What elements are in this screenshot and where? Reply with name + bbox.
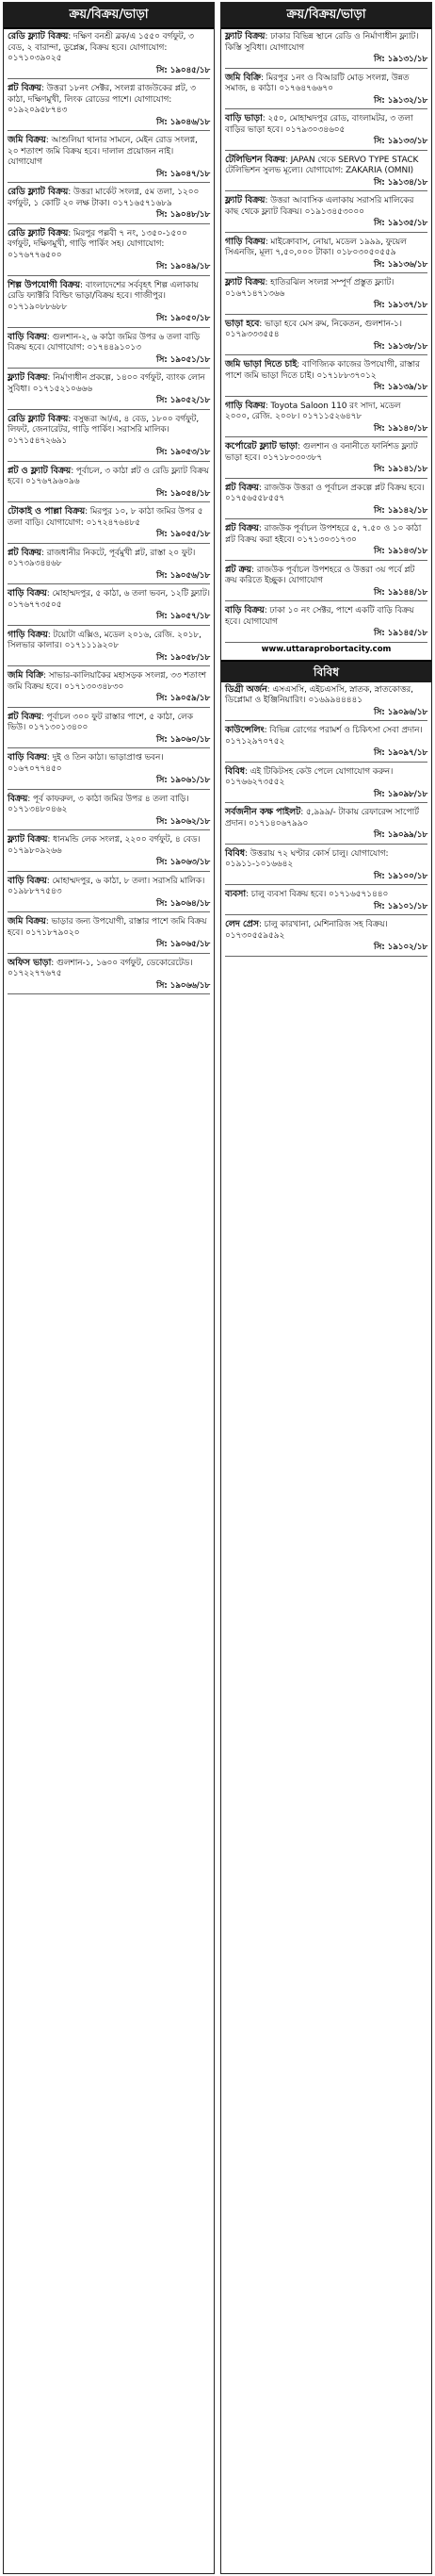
- classified-ad: [221, 481, 431, 520]
- ad-title: ভাড়া হবে: [225, 318, 260, 329]
- ad-code: সি: ১৯০৪৫/১৮: [8, 66, 210, 80]
- ad-code: সি: ১৯০৯৬/১৮: [225, 708, 427, 722]
- ad-text: : আশুলিয়া থানার সামনে, মেইন রোড সংলগ্ন, ২০ শতাংশ জমি বিক্রয় হবে। দালাল প্রয়োজন নাই। যোগাযোগ: [8, 136, 198, 167]
- ad-text: : উত্তরায় ৭২ ঘণ্টার কোর্স চালু। যোগাযোগ: ০১৯১১-১০১৬৬৪২: [225, 848, 389, 869]
- ad-title: প্লট বিক্রয়: [225, 523, 259, 533]
- classified-ad: [221, 682, 431, 722]
- ad-title: টেলিভিশন বিক্রয়: [225, 154, 285, 165]
- ad-text: : দুই ও তিন কাঠা। ভাড়াপ্রাপ্ত ভবন। ০১৬৭০৭৭৪৫০: [8, 753, 164, 774]
- ad-title: বিবিধ: [225, 765, 246, 777]
- ad-text: : বাণিজ্যিক কাজের উপযোগী, রাস্তার পাশে জমি ভাড়া দিতে চাই। ০১৭১৮৮৩৭০১২: [225, 360, 420, 381]
- ad-title: কাউন্সেলিং: [225, 725, 265, 735]
- misc-section: [221, 660, 431, 957]
- ad-text: : Toyota Saloon 110 রং সাদা, মডেল ২০০০, রেজি. ২০০৮। ০১৭১১৫২৬৪৭৮: [225, 401, 401, 421]
- classified-ad: [4, 710, 214, 749]
- ad-code: সি: ১৯০৫৫/১৮: [8, 530, 210, 544]
- classified-ad: [221, 521, 431, 561]
- ad-title: জমি ভাড়া দিতে চাই: [225, 359, 298, 369]
- ad-code: সি: ১৯০৪৭/১৮: [8, 170, 210, 184]
- ad-code: সি: ১৯০৫০/১৮: [8, 314, 210, 328]
- ad-text: : এই টিকিটসহ কেউ পেলে যোগাযোগ করুন। ০১৭৬৬২৭৩৫৫২: [225, 766, 394, 787]
- ad-title: জমি বিক্রয়: [8, 916, 46, 927]
- ad-text: : বিভিন্ন রোগের পরামর্শ ও চিকিৎসা সেবা প্রদান। ০১৭১২৯৭০৭৫২: [225, 726, 423, 747]
- ad-title: বাড়ি বিক্রয়: [8, 588, 47, 599]
- classified-ad: [221, 399, 431, 438]
- ad-code: সি: ১৯০৬৫/১৮: [8, 940, 210, 954]
- ad-code: সি: ১৯০৫২/১৮: [8, 396, 210, 410]
- ad-title: জমি বিক্রি: [225, 72, 261, 83]
- ad-title: ডিগ্রী অর্জন: [225, 683, 267, 695]
- ad-title: টোকাই ও পাল্লা বিক্রয়: [8, 506, 86, 517]
- classified-ad: [221, 71, 431, 110]
- ad-title: লেদ প্রেস: [225, 919, 259, 929]
- ad-title: সর্বজনীন কক্ষ পাইলট: [225, 807, 301, 817]
- ad-code: সি: ১৯০৯৭/১৮: [225, 748, 427, 763]
- ad-text: : মাইক্রোবাস, নোয়া, মডেল ১৯৯৯, ফুয়েল সিএনজি, মূল্য ৭,৫০,০০০ টাকা। ০১৮০৩০৫০৫৫৯: [225, 237, 407, 257]
- classified-ad: [4, 185, 214, 224]
- classified-ad: [221, 317, 431, 356]
- ad-text: : রাজউক পূর্বাচল উপশহরে ও উত্তরা ৩য় পর্বে প্লট ক্রয় করিতে ইচ্ছুক। যোগাযোগ: [225, 565, 415, 585]
- ad-text: : পূর্ব কাফরুল, ৩ কাঠা জমির উপর ৪ তলা বাড়ি। ০১৭১৩৪৮০৪৬২: [8, 794, 189, 814]
- ad-code: সি: ১৯০৬৪/১৮: [8, 899, 210, 913]
- ad-code: সি: ১৯০৫৩/১৮: [8, 448, 210, 462]
- classified-ad: [221, 29, 431, 69]
- ad-code: সি: ১৯০৯৯/১৮: [225, 830, 427, 845]
- ad-text: : ঢাকা ১০ নং সেক্টর, পাশে একটি বাড়ি বিক্রয় হবে। যোগাযোগ: [225, 606, 414, 627]
- ad-text: : এসএসসি, এইচএসসি, স্নাতক, স্নাতকোত্তর, ডিপ্লোমা ও ইঞ্জিনিয়ারিং। ০১৬৯৯৪৪৪৪১: [225, 684, 413, 705]
- ad-code: সি: ১৯০৪৬/১৮: [8, 118, 210, 132]
- ad-text: : ভাড়ার জন্য উপযোগী, রাস্তার পাশে জমি বিক্রয় হবে। ০১৭১৮৭৯০২০: [8, 917, 207, 938]
- ad-code: সি: ১৯০৯৮/১৮: [225, 790, 427, 804]
- classified-ad: [221, 439, 431, 479]
- ad-text: : ভাড়া হবে মেস রুম, নিকেতন, গুলশান-১। ০১৭৯৩৩৩৫৫৪: [225, 319, 402, 339]
- left-ad-list: [4, 29, 214, 994]
- classified-ad: [4, 832, 214, 872]
- ad-title: কর্পোরেট ফ্ল্যাট ভাড়া: [225, 441, 298, 451]
- ad-code: সি: ১৯১৩৫/১৮: [225, 219, 427, 233]
- ad-code: সি: ১৯০৬০/১৮: [8, 735, 210, 749]
- left-column: [3, 2, 215, 2574]
- classified-ad: [4, 792, 214, 831]
- ad-text: : চালু কারখানা, মেশিনারিজ সহ বিক্রয়। ০১৭৩০৫৫৯৫৯২: [225, 920, 388, 941]
- classified-ad: [4, 226, 214, 276]
- ad-text: : বসুন্ধরা আ/এ, ৪ বেড, ১৮০০ বর্গফুট, লিফট, জেনারেটর, গাড়ি পার্কিং। সরাসরি মালিক। ০১৭১৫৪৭২৬৯১: [8, 414, 200, 446]
- ad-code: সি: ১৯১০১/১৮: [225, 902, 427, 916]
- ad-code: সি: ১৯১০০/১৮: [225, 872, 427, 886]
- ad-title: শিল্প উপযোগী বিক্রয়: [8, 279, 81, 290]
- ad-code: সি: ১৯০৬৩/১৮: [8, 858, 210, 872]
- ad-code: সি: ১৯০৫৭/১৮: [8, 612, 210, 626]
- misc-header: বিবিধ: [221, 662, 431, 682]
- ad-text: : গুলশান-১, ১৬০০ বর্গফুট, ডেকোরেটেড। ০১৭২২৭৭৬৭৫: [8, 958, 193, 978]
- ad-title: জমি বিক্রি: [8, 670, 43, 681]
- ad-code: সি: ১৯১৩৯/১৮: [225, 383, 427, 397]
- ad-text: : রাজউক উত্তরা ও পূর্বাচল প্রকল্পে প্লট বিক্রয় হবে। ০১৭৫৬৫৫৮৫৫৭: [225, 483, 425, 503]
- ad-text: : হাতিরঝিল সংলগ্ন সম্পূর্ণ প্রস্তুত ফ্ল্যাট। ০১৬৭১৪৭১৩৬৬: [225, 278, 395, 299]
- ad-code: সি: ১৯০৪৯/১৮: [8, 262, 210, 276]
- ad-text: : রাজউক পূর্বাচল উপশহরে ৫, ৭.৫০ ও ১০ কাঠা প্লট বিক্রয় করা হইবে। ০১৭১৩০৩১৭৩০: [225, 524, 422, 545]
- classified-ad: [4, 956, 214, 995]
- ad-title: ফ্ল্যাট বিক্রয়: [225, 31, 266, 41]
- ad-title: প্লট ক্রয়: [225, 564, 252, 575]
- ad-text: : ৫,৯৯৯/- টাকায় রেফারেন্স সাপোর্ট প্রদান। ০১৭১৪০৬৭৯৯০: [225, 808, 419, 829]
- classified-ad: [221, 153, 431, 192]
- ad-code: সি: ১৯১৩১/১৮: [225, 55, 427, 69]
- ad-title: বিবিধ: [225, 847, 246, 859]
- right-column: [220, 2, 432, 2574]
- ad-title: ব্যবসা: [225, 889, 247, 899]
- ad-text: : নির্মাণাধীন প্রকল্পে, ১৪০০ বর্গফুট, ব্যাংক লোন সুবিধা। ০১৭১৫২১০৬৬৬: [8, 373, 205, 394]
- ad-text: : মিরপুর ১নং ও বিআরটি মোড় সংলগ্ন, উন্নত সমাজ, ৪ কাঠা। ০১৭৬৪৭৬৬৭০: [225, 73, 410, 93]
- ad-code: সি: ১৯১৩৩/১৮: [225, 137, 427, 151]
- ad-title: রেডি ফ্ল্যাট বিক্রয়: [8, 413, 69, 424]
- ad-text: : উত্তরা আবাসিক এলাকায় সরাসরি মালিকের কাছ থেকে ফ্ল্যাট বিক্রয়। ০১৯১৩৪৫৩০০০: [225, 196, 414, 217]
- ad-code: সি: ১৯১৪৫/১৮: [225, 629, 427, 643]
- classified-ad: [221, 805, 431, 845]
- classified-ad: [4, 29, 214, 79]
- classified-ad: [221, 723, 431, 763]
- ad-text: : চালু ব্যবসা বিক্রয় হবে। ০১৭১৬৫৭১৪৪০: [246, 890, 389, 899]
- ad-code: সি: ১৯০৬২/১৮: [8, 817, 210, 831]
- classified-ad: [221, 764, 431, 804]
- ad-text: : মিরপুর পল্লবী ৭ নং, ১৩৫০-১৫০০ বর্গফুট, দক্ষিণমুখী, গাড়ি পার্কিং সহ। যোগাযোগ: ০১৭৬৭৭৬৫০০: [8, 228, 187, 260]
- classified-ad: [221, 357, 431, 397]
- ad-code: সি: ১৯০৪৮/১৮: [8, 210, 210, 224]
- ad-text: : ঢাকার বিভিন্ন স্থানে রেডি ও নির্মাণাধীন ফ্ল্যাট। কিস্তি সুবিধা। যোগাযোগ: [225, 32, 419, 53]
- ad-code: সি: ১৯১৩২/১৮: [225, 96, 427, 110]
- ad-text: : রাজধানীর নিকটে, পূর্বমুখী প্লট, রাস্তা ২০ ফুট। ০১৭৩৯৩৪৪৬৮: [8, 548, 196, 568]
- classified-ad: [4, 874, 214, 913]
- ad-text: : মিরপুর ১০, ৮ কাঠা জমির উপর ৫ তলা বাড়ি। যোগাযোগ: ০১৭২৪৭৬৪৮৫: [8, 507, 203, 528]
- ad-text: : গুলশান-২, ৬ কাঠা জমির উপর ৬ তলা বাড়ি বিক্রয় হবে। যোগাযোগ: ০১৭৪৪৯১০১৩: [8, 332, 201, 353]
- classified-ad: [221, 887, 431, 915]
- classified-ad: [4, 464, 214, 503]
- ad-code: সি: ১৯০৬১/১৮: [8, 776, 210, 790]
- ad-text: : গুলশান ও বনানীতে ফার্নিশড ফ্ল্যাট ভাড়া হবে। ০১৭১৮০৩০৩৮৭: [225, 442, 418, 463]
- classified-ad: [4, 668, 214, 708]
- ad-title: ফ্ল্যাট বিক্রয়: [225, 277, 266, 287]
- ad-title: গাড়ি বিক্রয়: [225, 400, 266, 411]
- ad-title: বাড়ি বিক্রয়: [8, 331, 47, 342]
- right-ad-list: [221, 29, 431, 643]
- ad-title: বাড়ি বিক্রয়: [8, 875, 47, 886]
- classified-ad: [4, 586, 214, 626]
- ad-code: সি: ১৯১০২/১৮: [225, 943, 427, 957]
- ad-title: রেডি ফ্ল্যাট বিক্রয়: [8, 187, 69, 197]
- classified-ad: [221, 275, 431, 315]
- classified-ad: [4, 504, 214, 544]
- ad-title: গাড়ি বিক্রয়: [8, 629, 48, 640]
- ad-text: : উত্তরা মার্কেট সংলগ্ন, ৫ম তলা, ১২০০ বর্গফুট, ১ কোটি ২০ লক্ষ টাকা। ০১৭১৬৫৭১৬৮৯: [8, 188, 200, 208]
- ad-text: : টয়োটা এক্সিও, মডেল ২০১৬, রেজি. ২০১৮, সিলভার কালার। ০১৭১১১৯২০৮: [8, 630, 201, 650]
- ad-text: : পূর্বাচল ৩০০ ফুট রাস্তার পাশে, ৫ কাঠা, লেক ভিউ। ০১৭১৩০১৩৪০০: [8, 712, 193, 732]
- ad-title: প্লট বিক্রয়: [225, 482, 259, 493]
- ad-title: ফ্ল্যাট বিক্রয়: [8, 372, 48, 383]
- website-url[interactable]: www.uttaraprobortacity.com: [261, 644, 392, 654]
- ad-text: : মোহাম্মদপুর, ৬ কাঠা, ৮ তলা। সরাসরি মালিক। ০১৯৮৮৭৭৫৪৩: [8, 876, 205, 896]
- ad-title: প্লট বিক্রয়: [8, 547, 41, 558]
- ad-code: সি: ১৯১৪২/১৮: [225, 506, 427, 520]
- ad-code: সি: ১৯০৬৬/১৮: [8, 981, 210, 995]
- ad-title: প্লট ও ফ্ল্যাট বিক্রয়: [8, 465, 72, 476]
- ad-text: : সাভার-কালিয়াকৈর মহাসড়ক সংলগ্ন, ৩৩ শতাংশ জমি বিক্রয় হবে। ০১৭১৩০৩৪৮৩০: [8, 671, 206, 692]
- ad-title: বাড়ি বিক্রয়: [225, 605, 265, 615]
- classified-ad: [4, 628, 214, 667]
- ad-text: : দক্ষিণ বনশ্রী ব্লক/এ ১৫৫০ বর্গফুট, ৩ বেড, ২ বারান্দা, ডুপ্লেক্স, বিক্রয় হবে। যোগাযোগ: ০১৭১০৩৯০২৫: [8, 32, 194, 63]
- classified-ad: [221, 603, 431, 643]
- classified-ad: [4, 81, 214, 131]
- ad-title: বাড়ি বিক্রয়: [8, 752, 47, 763]
- classified-ad: [221, 235, 431, 274]
- classified-ad: [4, 750, 214, 790]
- ad-text: : উত্তরা ১৮নং সেক্টর, সংলগ্ন রাজউকের প্লট, ৩ কাঠা, দক্ষিণমুখী, লিংক রোডের পাশে। যোগাযোগ: ০১৯২০৯৫৮৭৪৩: [8, 84, 196, 115]
- section-header: ক্রয়/বিক্রয়/ভাড়া: [4, 3, 214, 29]
- misc-ad-list: [221, 682, 431, 957]
- ad-code: সি: ১৯১৪৩/১৮: [225, 547, 427, 561]
- ad-code: সি: ১৯১৪১/১৮: [225, 465, 427, 479]
- ad-code: সি: ১৯০৫৮/১৮: [8, 653, 210, 667]
- classified-ad: [4, 914, 214, 954]
- classified-ad: [4, 278, 214, 328]
- ad-code: সি: ১৯১৩৪/১৮: [225, 178, 427, 192]
- ad-code: সি: ১৯১৪০/১৮: [225, 424, 427, 438]
- ad-title: প্লট বিক্রয়: [8, 711, 41, 722]
- classified-ad: [221, 563, 431, 602]
- classified-ad: [4, 133, 214, 183]
- ad-title: গাড়ি বিক্রয়: [225, 236, 266, 247]
- ad-text: : বাংলাদেশের সর্ববৃহৎ শিল্প এলাকায় রেডি ফ্যাক্টরি বিল্ডিং ভাড়া/বিক্রয় হবে। গাজীপুর। ০১৭১৯০৮৮৬৮৮: [8, 280, 199, 312]
- ad-title: ফ্ল্যাট বিক্রয়: [8, 834, 48, 845]
- classified-ad: [221, 193, 431, 233]
- section-header: ক্রয়/বিক্রয়/ভাড়া: [221, 3, 431, 29]
- classified-ad: [4, 330, 214, 369]
- ad-title: অফিস ভাড়া: [8, 957, 52, 968]
- ad-title: রেডি ফ্ল্যাট বিক্রয়: [8, 31, 69, 41]
- ad-code: সি: ১৯১৪৪/১৮: [225, 588, 427, 602]
- classified-ad: [4, 412, 214, 462]
- ad-title: বাড়ি ভাড়া: [225, 113, 263, 123]
- classified-ad: [221, 846, 431, 886]
- ad-code: সি: ১৯০৫৯/১৮: [8, 694, 210, 708]
- classified-ad: [221, 917, 431, 957]
- ad-text: : JAPAN থেকে SERVO TYPE STACK টেলিভিশন সুলভ মূল্যে। যোগাযোগ: ZAKARIA (OMNI): [225, 155, 419, 175]
- ad-code: সি: ১৯১৩৭/১৮: [225, 301, 427, 315]
- ad-code: সি: ১৯০৫১/১৮: [8, 355, 210, 369]
- ad-text: : মোহাম্মদপুর, ৫ কাঠা, ৬ তলা ভবন, ১২টি ফ্ল্যাট। ০১৭৬৭৭৩৫০৫: [8, 589, 210, 610]
- ad-code: সি: ১৯১৩৮/১৮: [225, 342, 427, 356]
- ad-code: সি: ১৯০৫৪/১৮: [8, 489, 210, 503]
- ad-title: রেডি ফ্ল্যাট বিক্রয়: [8, 227, 69, 238]
- ad-code: সি: ১৯০৫৬/১৮: [8, 571, 210, 585]
- ad-code: সি: ১৯১৩৬/১৮: [225, 260, 427, 274]
- ad-title: জমি বিক্রয়: [8, 135, 46, 145]
- classified-ad: [4, 370, 214, 410]
- ad-text: : ২৫০, মোহাম্মদপুর রোড, বাংলামটর, ৩ তলা বাড়ির ভাড়া হবে। ০১৭৯৩০৩৪৬০৫: [225, 114, 413, 135]
- ad-title: বিক্রয়: [8, 793, 28, 804]
- classified-ad: [221, 111, 431, 151]
- ad-text: : পূর্বাচল, ৩ কাঠা প্লট ও রেডি ফ্ল্যাট বিক্রয় হবে। ০১৭৬৭৯৬০৯৬: [8, 466, 209, 486]
- ad-title: প্লট বিক্রয়: [8, 83, 41, 93]
- ad-title: ফ্ল্যাট বিক্রয়: [225, 195, 266, 205]
- classified-ad: [4, 546, 214, 585]
- ad-text: : ধানমন্ডি লেক সংলগ্ন, ২২০০ বর্গফুট, ৪ বেড। ০১৭৯৮০৯২৬৬: [8, 835, 201, 856]
